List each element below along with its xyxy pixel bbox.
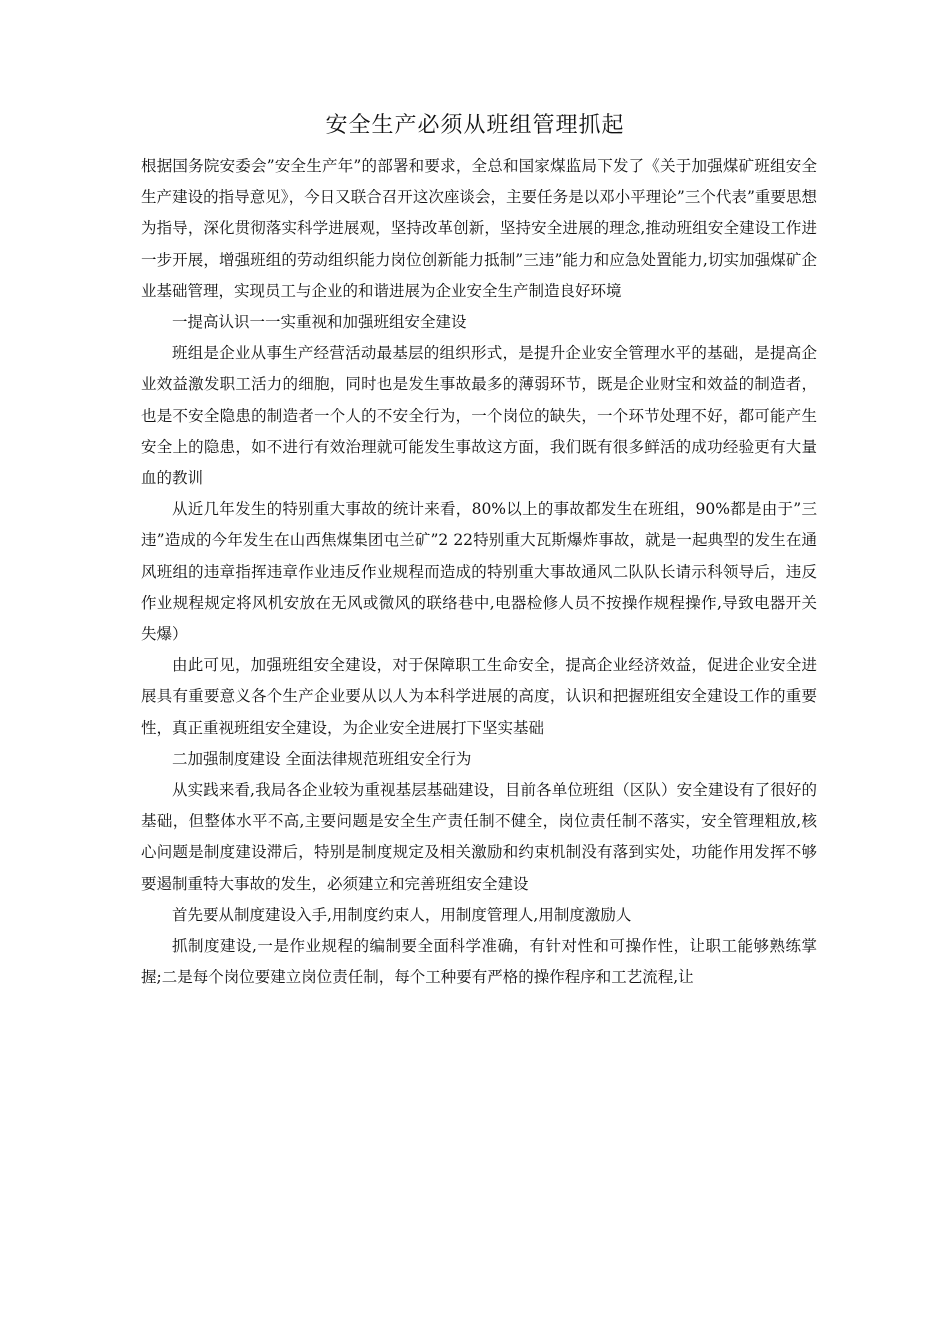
document-title: 安全生产必须从班组管理抓起 bbox=[325, 113, 625, 138]
paragraph: 从实践来看,我局各企业较为重视基层基础建设，目前各单位班组（区队）安全建设有了很好的基础，但整体水平不高,主要问题是安全生产责任制不健全，岗位责任制不落实，安全管理粗放,核心问题是制度建设滞后，特别是制度规定及相关激励和约束机制没有落到实处，功能作用发挥不够要遏制重特大事故的发生，必须建立和完善班组安全建设 bbox=[141, 781, 817, 893]
paragraph: 由此可见，加强班组安全建设，对于保障职工生命安全，提高企业经济效益，促进企业安全进展具有重要意义各个生产企业要从以人为本科学进展的高度，认识和把握班组安全建设工作的重要性，真正重视班组安全建设，为企业安全进展打下坚实基础 bbox=[141, 656, 817, 737]
section-heading-1: 一提高认识一一实重视和加强班组安全建设 bbox=[172, 313, 467, 332]
paragraph: 从近几年发生的特别重大事故的统计来看，80%以上的事故都发生在班组，90%都是由于”三违”造成的今年发生在山西焦煤集团屯兰矿”2 22特别重大瓦斯爆炸事故，就是一起典型的发生在通风班组的违章指挥违章作业违反作业规程而造成的特别重大事故通风二队队长请示科领导后，违反作业规程规定将风机安放在无风或微风的联络巷中,电器检修人员不按操作规程操作,导致电器开关失爆） bbox=[141, 500, 817, 644]
section-heading-2: 二加强制度建设 全面法律规范班组安全行为 bbox=[172, 749, 472, 768]
paragraph-intro: 根据国务院安委会”安全生产年”的部署和要求，全总和国家煤监局下发了《关于加强煤矿班组安全生产建设的指导意见》，今日又联合召开这次座谈会，主要任务是以邓小平理论”三个代表”重要思想为指导，深化贯彻落实科学进展观，坚持改革创新，坚持安全进展的理念,推动班组安全建设工作进一步开展，增强班组的劳动组织能力岗位创新能力抵制”三违”能力和应急处置能力,切实加强煤矿企业基础管理，实现员工与企业的和谐进展为企业安全生产制造良好环境 bbox=[141, 157, 817, 300]
paragraph: 班组是企业从事生产经营活动最基层的组织形式，是提升企业安全管理水平的基础，是提高企业效益激发职工活力的细胞，同时也是发生事故最多的薄弱环节，既是企业财宝和效益的制造者，也是不安全隐患的制造者一个人的不安全行为，一个岗位的缺失，一个环节处理不好，都可能产生安全上的隐患，如不进行有效治理就可能发生事故这方面，我们既有很多鲜活的成功经验更有大量血的教训 bbox=[141, 344, 817, 488]
paragraph: 首先要从制度建设入手,用制度约束人，用制度管理人,用制度激励人 bbox=[172, 905, 632, 924]
paragraph: 抓制度建设,一是作业规程的编制要全面科学准确，有针对性和可操作性，让职工能够熟练掌握;二是每个岗位要建立岗位责任制，每个工种要有严格的操作程序和工艺流程,让 bbox=[141, 937, 817, 987]
document-body bbox=[141, 151, 817, 993]
